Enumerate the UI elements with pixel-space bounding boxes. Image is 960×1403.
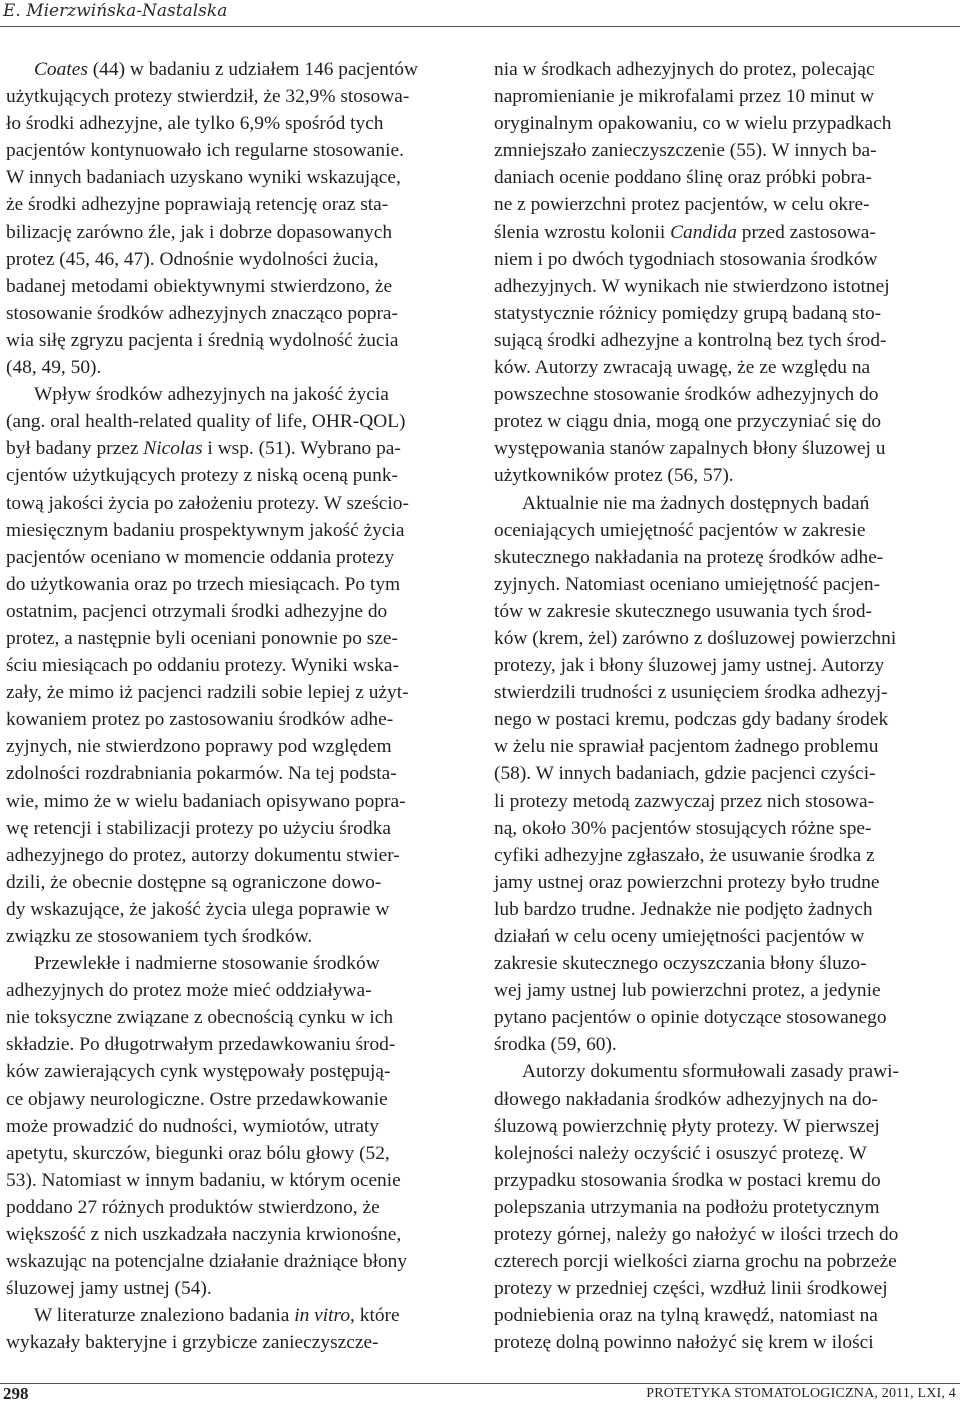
- text-line: pacjentów kontynuowało ich regularne stosowanie.: [6, 140, 404, 162]
- text-line: Autorzy dokumentu sformułowali zasady prawi-: [522, 1061, 899, 1083]
- text-line: sującą środki adhezyjne a kontrolną bez tych środ-: [494, 329, 887, 351]
- text-line: śluzowej jamy ustnej (54).: [6, 1278, 212, 1300]
- text-line: zakresie skutecznego oczyszczania błony śluzo-: [494, 953, 867, 975]
- text-line: protez w ciągu dnia, mogą one przyczyniać się do: [494, 411, 882, 433]
- text-run: ślenia wzrostu kolonii: [494, 221, 671, 243]
- italic-term: Candida: [670, 221, 737, 243]
- text-line: oryginalnym opakowaniu, co w wielu przypadkach: [494, 113, 892, 135]
- running-header: [0, 0, 960, 30]
- text-line: ściu miesiącach po oddaniu protezy. Wyniki wska-: [6, 655, 399, 677]
- footer-rule: [0, 1383, 960, 1384]
- text-line: protez (45, 46, 47). Odnośnie wydolności żucia,: [6, 248, 379, 270]
- text-line: W innych badaniach uzyskano wyniki wskazujące,: [6, 167, 401, 189]
- text-line: wskazując na potencjalne działanie drażniące błony: [6, 1251, 408, 1273]
- text-line: skutecznego nakładania na protezę środków adhe-: [494, 546, 884, 568]
- text-line: Przewlekłe i nadmierne stosowanie środków: [34, 953, 380, 975]
- text-line: ną, około 30% pacjentów stosujących różne spe-: [494, 817, 872, 839]
- text-line: ków. Autorzy zwracają uwagę, że ze względu na: [494, 357, 871, 379]
- text-line: (ang. oral health-related quality of life, OHR-QOL): [6, 411, 406, 433]
- text-line: dzili, że obecnie dostępne są ograniczone dowo-: [6, 871, 382, 893]
- text-line: że środki adhezyjne poprawiają retencję oraz sta-: [6, 194, 389, 216]
- text-line: w żelu nie sprawiał pacjentom żadnego problemu: [494, 736, 879, 758]
- header-rule: [0, 26, 960, 27]
- text-line: 53). Natomiast w innym badaniu, w którym ocenie: [6, 1169, 401, 1191]
- text-line: wę retencji i stabilizacji protezy po użyciu środka: [6, 817, 391, 839]
- text-line: tową jakości życia po założeniu protezy. W sześcio-: [6, 492, 409, 514]
- text-line: powszechne stosowanie środków adhezyjnych do: [494, 384, 879, 406]
- text-line: stosowanie środków adhezyjnych znacząco popra-: [6, 302, 398, 324]
- text-line: adhezyjnego do protez, autorzy dokumentu stwier-: [6, 844, 400, 866]
- text-line: polepszania utrzymania na podłożu protetycznym: [494, 1196, 880, 1218]
- text-line: [6, 56, 472, 83]
- text-line: kolejności należy oczyścić i osuszyć protezę. W: [494, 1142, 867, 1164]
- text-line: ne z powierzchni protez pacjentów, w celu okre-: [494, 194, 870, 216]
- text-line: składzie. Po długotrwałym przedawkowaniu środ-: [6, 1034, 396, 1056]
- page-number: 298: [3, 1384, 29, 1403]
- text-line: wie, mimo że w wielu badaniach opisywano popra-: [6, 790, 406, 812]
- text-line: cyfiki adhezyjne zgłaszało, że usuwanie środka z: [494, 844, 875, 866]
- text-line: protez, a następnie byli oceniani ponownie po sze-: [6, 627, 398, 649]
- text-line: oceniających umiejętność pacjentów w zakresie: [494, 519, 866, 541]
- text-line: Aktualnie nie ma żadnych dostępnych badań: [522, 492, 870, 514]
- text-line: czterech porcji wielkości ziarna grochu na pobrzeże: [494, 1251, 897, 1273]
- text-line: dy wskazujące, że jakość życia ulega poprawie w: [6, 898, 390, 920]
- text-line: zyjnych. Natomiast oceniano umiejętność pacjen-: [494, 573, 881, 595]
- text-line: daniach ocenie poddano ślinę oraz próbki pobra-: [494, 167, 872, 189]
- text-line: wykazały bakteryjne i grzybicze zanieczyszcze-: [6, 1332, 379, 1354]
- italic-term: Nicolas: [143, 438, 203, 460]
- text-line: ostatnim, pacjenci otrzymali środki adhezyjne do: [6, 600, 388, 622]
- text-line: wia siłę zgryzu pacjenta i średnią wydolność żucia: [6, 329, 399, 351]
- text-run: był badany przez: [6, 438, 144, 460]
- text-line: ce objawy neurologiczne. Ostre przedawkowanie: [6, 1088, 388, 1110]
- text-line: jamy ustnej oraz powierzchni protezy było trudne: [494, 871, 880, 893]
- text-line: nia w środkach adhezyjnych do protez, polecając: [494, 59, 875, 80]
- text-line: adhezyjnych do protez może mieć oddziaływa-: [6, 980, 372, 1002]
- text-line: li protezy metodą zazwyczaj przez nich stosowa-: [494, 790, 875, 812]
- text-line: śluzową powierzchnię płyty protezy. W pierwszej: [494, 1115, 880, 1137]
- text-line: związku ze stosowaniem tych środków.: [6, 926, 313, 947]
- text-line: apetytu, skurczów, biegunki oraz bólu głowy (52,: [6, 1142, 390, 1164]
- text-line: [6, 435, 472, 462]
- text-line: lub bardzo trudne. Jednakże nie podjęto żadnych: [494, 898, 873, 920]
- text-line: protezy, jak i błony śluzowej jamy ustnej. Autorzy: [494, 655, 885, 677]
- text-line: zmniejszało zanieczyszczenie (55). W innych ba-: [494, 140, 877, 162]
- text-line: cjentów użytkujących protezy z niską oceną punk-: [6, 465, 398, 487]
- text-line: zyjnych, nie stwierdzono poprawy pod względem: [6, 736, 392, 758]
- text-line: występowania stanów zapalnych błony śluzowej u: [494, 438, 886, 460]
- text-line: działań w celu oceny umiejętności pacjentów w: [494, 926, 865, 947]
- text-line: zdolności rozdrabniania pokarmów. Na tej podsta-: [6, 763, 397, 785]
- text-line: użytkujących protezy stwierdził, że 32,9% stosowa-: [6, 86, 410, 108]
- text-line: do użytkowania oraz po trzech miesiącach. Po tym: [6, 573, 401, 595]
- text-line: podniebienia oraz na tylną krawędź, natomiast na: [494, 1305, 878, 1327]
- text-line: ło środki adhezyjne, ale tylko 6,9% spośród tych: [6, 113, 384, 135]
- italic-term: Coates: [34, 59, 88, 80]
- text-line: statystycznie różnicy pomiędzy grupą badaną sto-: [494, 302, 882, 324]
- text-line: miesięcznym badaniu prospektywnym jakość życia: [6, 519, 405, 541]
- text-line: przypadku stosowania środka w postaci kremu do: [494, 1169, 881, 1191]
- text-line: (58). W innych badaniach, gdzie pacjenci czyści-: [494, 763, 876, 785]
- text-line: poddano 27 różnych produktów stwierdzono, że: [6, 1196, 380, 1218]
- text-line: protezy górnej, należy go nałożyć w ilości trzech do: [494, 1224, 899, 1246]
- text-line: (48, 49, 50).: [6, 357, 102, 379]
- text-run: (44) w badaniu z udziałem 146 pacjentów: [87, 59, 418, 80]
- text-line: protezy w przedniej części, wzdłuż linii środkowej: [494, 1278, 888, 1300]
- text-line: ków zawierających cynk występowały postępują-: [6, 1061, 391, 1083]
- text-line: tów w zakresie skutecznego usuwania tych środ-: [494, 600, 872, 622]
- text-line: adhezyjnych. W wynikach nie stwierdzono istotnej: [494, 275, 890, 297]
- text-line: wej jamy ustnej lub powierzchni protez, a jedynie: [494, 980, 881, 1002]
- text-line: środka (59, 60).: [494, 1034, 617, 1056]
- text-line: dłowego nakładania środków adhezyjnych na do-: [494, 1088, 878, 1110]
- text-line: stwierdzili trudności z usunięciem środka adhezyj-: [494, 682, 888, 704]
- running-head-author: E. Mierzwińska-Nastalska: [3, 1, 228, 21]
- text-line: kowaniem protez po zastosowaniu środków adhe-: [6, 709, 394, 731]
- text-line: nie toksyczne związane z obecnością cynku w ich: [6, 1007, 394, 1029]
- text-run: W literaturze znaleziono badania: [34, 1305, 295, 1327]
- italic-term: in vitro: [294, 1305, 351, 1327]
- journal-citation: PROTETYKA STOMATOLOGICZNA, 2011, LXI, 4: [646, 1386, 956, 1401]
- text-run: i wsp. (51). Wybrano pa-: [202, 438, 401, 460]
- text-line: napromienianie je mikrofalami przez 10 minut w: [494, 86, 875, 108]
- text-line: badanej metodami obiektywnymi stwierdzono, że: [6, 275, 393, 297]
- text-line: większość z nich uszkadzała naczynia krwionośne,: [6, 1224, 402, 1246]
- text-run: przed zastosowa-: [736, 221, 876, 243]
- text-line: [494, 219, 960, 246]
- text-run: , które: [350, 1305, 400, 1327]
- text-line: nego w postaci kremu, podczas gdy badany środek: [494, 709, 889, 731]
- right-column: [494, 56, 960, 1357]
- text-line: bilizację zarówno źle, jak i dobrze dopasowanych: [6, 221, 393, 243]
- text-line: zały, że mimo iż pacjenci radzili sobie lepiej z użyt-: [6, 682, 409, 704]
- text-line: ków (krem, żel) zarówno z dośluzowej powierzchni: [494, 627, 897, 649]
- text-line: pacjentów oceniano w momencie oddania protezy: [6, 546, 395, 568]
- left-column: [6, 56, 472, 1357]
- text-line: [6, 1302, 472, 1329]
- text-line: niem i po dwóch tygodniach stosowania środków: [494, 248, 878, 270]
- text-line: użytkowników protez (56, 57).: [494, 465, 734, 487]
- text-line: protezę dolną powinno nałożyć się krem w ilości: [494, 1332, 874, 1354]
- text-line: Wpływ środków adhezyjnych na jakość życia: [34, 384, 389, 406]
- text-line: może prowadzić do nudności, wymiotów, utraty: [6, 1115, 380, 1137]
- page-footer: [0, 1381, 960, 1401]
- text-line: pytano pacjentów o opinie dotyczące stosowanego: [494, 1007, 887, 1029]
